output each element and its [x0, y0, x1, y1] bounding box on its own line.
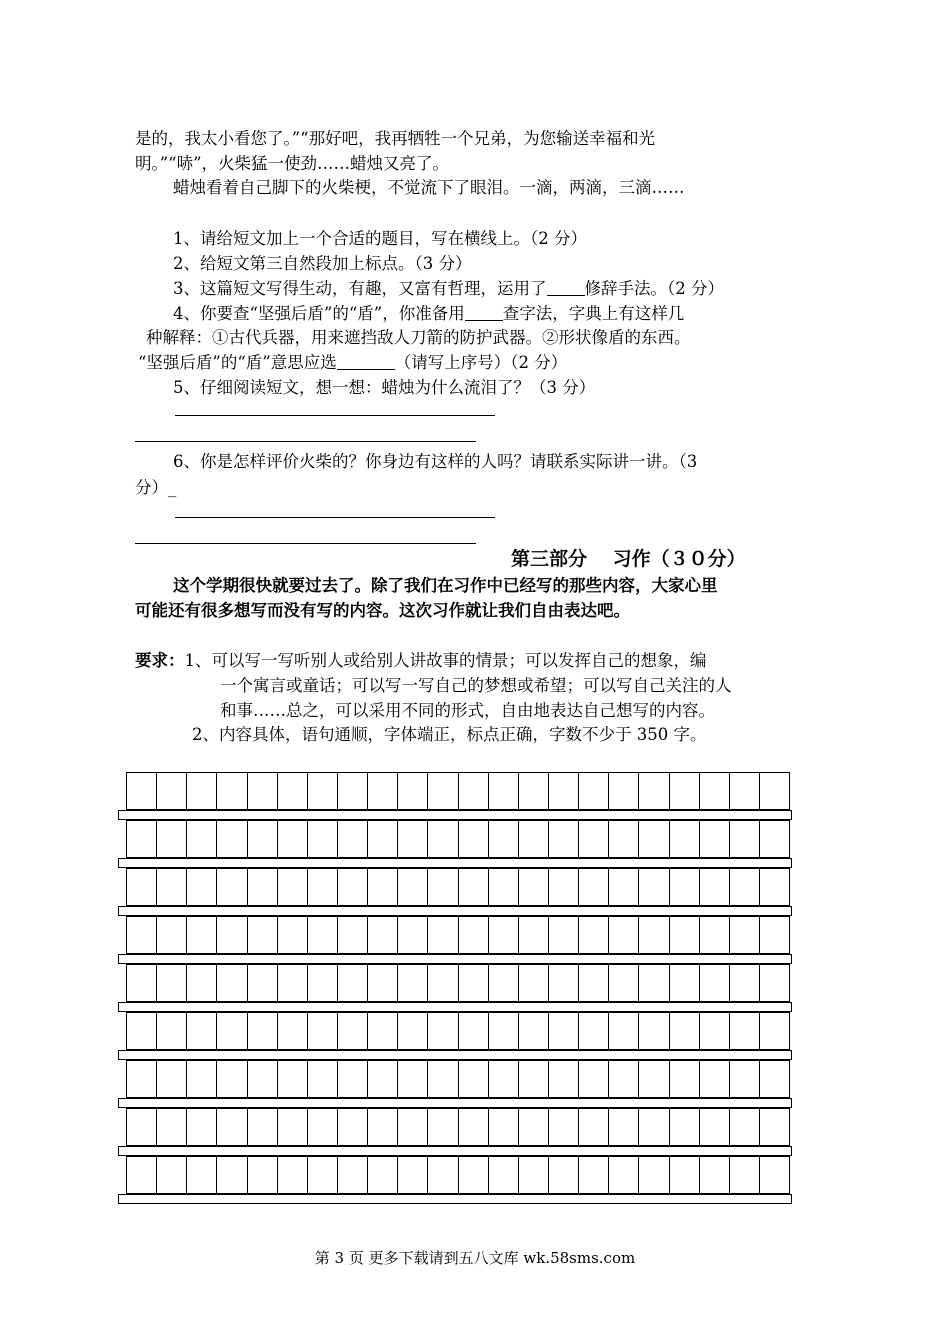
- grid-cell[interactable]: [157, 1013, 187, 1049]
- grid-cell[interactable]: [459, 917, 489, 953]
- writing-grid[interactable]: [118, 772, 792, 1204]
- grid-cell[interactable]: [700, 1157, 730, 1193]
- passage-p1-line2: 明。”“哧”，火柴猛一使劲……蜡烛又亮了。: [135, 154, 450, 173]
- grid-cell[interactable]: [398, 1157, 428, 1193]
- grid-cell[interactable]: [639, 1157, 669, 1193]
- requirement-1-line3: 和事……总之，可以采用不同的形式，自由地表达自己想写的内容。: [220, 701, 715, 720]
- grid-row[interactable]: [126, 868, 790, 906]
- section-3-title: 第三部分 习作（３０分）: [511, 548, 746, 570]
- question-5: 5、仔细阅读短文，想一想：蜡烛为什么流泪了？（3 分）: [173, 378, 596, 397]
- grid-row[interactable]: [126, 1012, 790, 1050]
- grid-cell[interactable]: [609, 1061, 639, 1097]
- grid-cell[interactable]: [519, 1109, 549, 1145]
- grid-row-separator: [118, 906, 792, 916]
- grid-cell[interactable]: [549, 1061, 579, 1097]
- grid-row[interactable]: [126, 820, 790, 858]
- grid-cell[interactable]: [398, 1013, 428, 1049]
- grid-cell[interactable]: [730, 869, 760, 905]
- grid-cell[interactable]: [428, 1157, 458, 1193]
- grid-row-separator: [118, 1050, 792, 1060]
- grid-cell[interactable]: [609, 965, 639, 1001]
- requirement-1-line2: 一个寓言或童话；可以写一写自己的梦想或希望；可以写自己关注的人: [220, 676, 732, 695]
- grid-cell[interactable]: [489, 1013, 519, 1049]
- grid-cell[interactable]: [549, 917, 579, 953]
- grid-cell[interactable]: [278, 773, 308, 809]
- grid-cell[interactable]: [428, 773, 458, 809]
- grid-cell[interactable]: [760, 917, 789, 953]
- grid-cell[interactable]: [459, 1061, 489, 1097]
- grid-cell[interactable]: [730, 1013, 760, 1049]
- grid-cell[interactable]: [157, 965, 187, 1001]
- grid-cell[interactable]: [428, 917, 458, 953]
- question-4-text-c: “坚强后盾”的“盾”意思应选: [138, 353, 337, 372]
- requirement-1-text: 1、可以写一写听别人或给别人讲故事的情景；可以发挥自己的想象，编: [184, 651, 707, 670]
- grid-cell[interactable]: [187, 869, 217, 905]
- grid-cell[interactable]: [157, 773, 187, 809]
- grid-cell[interactable]: [519, 773, 549, 809]
- grid-cell[interactable]: [760, 965, 789, 1001]
- grid-row-separator: [118, 1098, 792, 1108]
- question-4-text-a: 4、你要查“坚强后盾”的“盾”，你准备用: [173, 304, 465, 323]
- grid-cell[interactable]: [489, 917, 519, 953]
- grid-cell[interactable]: [217, 1013, 247, 1049]
- grid-row[interactable]: [126, 1156, 790, 1194]
- grid-cell[interactable]: [308, 917, 338, 953]
- grid-cell[interactable]: [670, 821, 700, 857]
- grid-cell[interactable]: [700, 917, 730, 953]
- requirements-label: 要求：: [135, 651, 185, 670]
- question-6-line1: 6、你是怎样评价火柴的？你身边有这样的人吗？请联系实际讲一讲。（3: [173, 452, 698, 471]
- grid-cell[interactable]: [670, 965, 700, 1001]
- grid-cell[interactable]: [730, 1109, 760, 1145]
- question-4-text-b: 查字法，字典上有这样几: [502, 304, 685, 323]
- grid-cell[interactable]: [398, 965, 428, 1001]
- grid-row-separator: [118, 1146, 792, 1156]
- grid-cell[interactable]: [308, 869, 338, 905]
- grid-cell[interactable]: [519, 1013, 549, 1049]
- grid-cell[interactable]: [338, 1013, 368, 1049]
- grid-cell[interactable]: [489, 1061, 519, 1097]
- grid-cell[interactable]: [187, 1013, 217, 1049]
- grid-cell[interactable]: [549, 965, 579, 1001]
- grid-cell[interactable]: [579, 917, 609, 953]
- grid-cell[interactable]: [338, 773, 368, 809]
- grid-cell[interactable]: [519, 1061, 549, 1097]
- grid-cell[interactable]: [368, 773, 398, 809]
- grid-cell[interactable]: [579, 773, 609, 809]
- grid-cell[interactable]: [157, 1061, 187, 1097]
- grid-cell[interactable]: [308, 1061, 338, 1097]
- grid-cell[interactable]: [519, 1157, 549, 1193]
- grid-cell[interactable]: [579, 1013, 609, 1049]
- grid-cell[interactable]: [338, 1109, 368, 1145]
- grid-cell[interactable]: [549, 821, 579, 857]
- grid-cell[interactable]: [368, 1109, 398, 1145]
- grid-cell[interactable]: [157, 821, 187, 857]
- question-4-line2: 种解释：①古代兵器，用来遮挡敌人刀箭的防护武器。②形状像盾的东西。: [146, 328, 691, 347]
- section-3-intro-line1: 这个学期很快就要过去了。除了我们在习作中已经写的那些内容，大家心里: [173, 576, 718, 595]
- grid-cell[interactable]: [278, 1157, 308, 1193]
- grid-cell[interactable]: [338, 917, 368, 953]
- question-4-line3: [138, 352, 567, 374]
- grid-cell[interactable]: [579, 821, 609, 857]
- grid-cell[interactable]: [639, 1061, 669, 1097]
- grid-cell[interactable]: [609, 1109, 639, 1145]
- grid-cell[interactable]: [489, 821, 519, 857]
- grid-cell[interactable]: [428, 869, 458, 905]
- grid-cell[interactable]: [308, 773, 338, 809]
- grid-cell[interactable]: [127, 917, 157, 953]
- grid-cell[interactable]: [428, 1109, 458, 1145]
- grid-cell[interactable]: [308, 1109, 338, 1145]
- grid-cell[interactable]: [549, 1157, 579, 1193]
- grid-cell[interactable]: [519, 821, 549, 857]
- grid-cell[interactable]: [127, 1061, 157, 1097]
- grid-cell[interactable]: [700, 869, 730, 905]
- grid-cell[interactable]: [428, 821, 458, 857]
- section-3-intro-line2: 可能还有很多想写而没有写的内容。这次习作就让我们自由表达吧。: [135, 601, 630, 620]
- grid-cell[interactable]: [428, 1061, 458, 1097]
- grid-cell[interactable]: [579, 965, 609, 1001]
- grid-cell[interactable]: [398, 869, 428, 905]
- grid-row-separator: [118, 954, 792, 964]
- grid-cell[interactable]: [760, 1157, 789, 1193]
- grid-cell[interactable]: [217, 1157, 247, 1193]
- grid-cell[interactable]: [730, 821, 760, 857]
- grid-cell[interactable]: [549, 773, 579, 809]
- grid-cell[interactable]: [730, 917, 760, 953]
- grid-cell[interactable]: [248, 965, 278, 1001]
- grid-cell[interactable]: [670, 773, 700, 809]
- grid-cell[interactable]: [609, 869, 639, 905]
- grid-cell[interactable]: [368, 917, 398, 953]
- grid-cell[interactable]: [398, 917, 428, 953]
- grid-cell[interactable]: [278, 821, 308, 857]
- grid-cell[interactable]: [760, 869, 789, 905]
- grid-cell[interactable]: [278, 917, 308, 953]
- grid-cell[interactable]: [670, 1013, 700, 1049]
- question-5-answer-line-2[interactable]: [135, 441, 476, 442]
- grid-cell[interactable]: [489, 965, 519, 1001]
- question-3-text-a: 3、这篇短文写得生动，有趣，又富有哲理，运用了: [173, 279, 547, 298]
- grid-row[interactable]: [126, 772, 790, 810]
- grid-cell[interactable]: [127, 1157, 157, 1193]
- grid-cell[interactable]: [368, 869, 398, 905]
- grid-cell[interactable]: [579, 1061, 609, 1097]
- grid-cell[interactable]: [760, 1013, 789, 1049]
- grid-cell[interactable]: [187, 821, 217, 857]
- grid-cell[interactable]: [760, 821, 789, 857]
- grid-cell[interactable]: [398, 821, 428, 857]
- grid-cell[interactable]: [278, 1013, 308, 1049]
- grid-cell[interactable]: [639, 965, 669, 1001]
- question-2: 2、给短文第三自然段加上标点。（3 分）: [173, 254, 472, 273]
- question-4-method-blank[interactable]: [465, 304, 503, 321]
- question-3-answer-blank[interactable]: [547, 279, 585, 296]
- grid-cell[interactable]: [338, 821, 368, 857]
- grid-cell[interactable]: [519, 965, 549, 1001]
- grid-row-separator: [118, 1194, 792, 1204]
- grid-cell[interactable]: [308, 821, 338, 857]
- grid-cell[interactable]: [670, 1109, 700, 1145]
- grid-cell[interactable]: [157, 1157, 187, 1193]
- grid-cell[interactable]: [398, 1061, 428, 1097]
- grid-row[interactable]: [126, 964, 790, 1002]
- grid-cell[interactable]: [459, 869, 489, 905]
- grid-cell[interactable]: [338, 1157, 368, 1193]
- grid-cell[interactable]: [459, 965, 489, 1001]
- grid-cell[interactable]: [248, 773, 278, 809]
- grid-cell[interactable]: [579, 869, 609, 905]
- question-1: 1、请给短文加上一个合适的题目，写在横线上。（2 分）: [173, 229, 587, 248]
- question-4-text-d: （请写上序号）（2 分）: [394, 353, 568, 372]
- question-6-line2: 分）_: [135, 478, 177, 497]
- grid-cell[interactable]: [700, 773, 730, 809]
- grid-cell[interactable]: [127, 869, 157, 905]
- question-6-answer-line-1[interactable]: [175, 517, 495, 518]
- question-4-line1: [173, 303, 684, 325]
- grid-cell[interactable]: [489, 773, 519, 809]
- question-3: [173, 278, 724, 300]
- grid-cell[interactable]: [398, 1109, 428, 1145]
- grid-row[interactable]: [126, 1060, 790, 1098]
- grid-row-separator: [118, 1002, 792, 1012]
- grid-cell[interactable]: [670, 917, 700, 953]
- grid-cell[interactable]: [368, 1013, 398, 1049]
- grid-cell[interactable]: [248, 1061, 278, 1097]
- grid-cell[interactable]: [700, 1061, 730, 1097]
- grid-cell[interactable]: [248, 1013, 278, 1049]
- grid-cell[interactable]: [730, 1157, 760, 1193]
- grid-cell[interactable]: [459, 1157, 489, 1193]
- passage-p2: 蜡烛看着自己脚下的火柴梗，不觉流下了眼泪。一滴，两滴，三滴……: [173, 178, 685, 197]
- grid-row-separator: [118, 810, 792, 820]
- grid-cell[interactable]: [609, 821, 639, 857]
- grid-cell[interactable]: [338, 965, 368, 1001]
- grid-cell[interactable]: [157, 1109, 187, 1145]
- grid-cell[interactable]: [398, 773, 428, 809]
- grid-cell[interactable]: [700, 1013, 730, 1049]
- passage-p1-line1: 是的，我太小看您了。”“那好吧，我再牺牲一个兄弟，为您输送幸福和光: [135, 129, 656, 148]
- grid-cell[interactable]: [187, 917, 217, 953]
- grid-cell[interactable]: [639, 917, 669, 953]
- grid-cell[interactable]: [519, 917, 549, 953]
- requirement-1-line1: [135, 650, 707, 672]
- grid-cell[interactable]: [609, 917, 639, 953]
- grid-cell[interactable]: [459, 773, 489, 809]
- grid-cell[interactable]: [127, 1013, 157, 1049]
- grid-cell[interactable]: [278, 965, 308, 1001]
- grid-cell[interactable]: [760, 1109, 789, 1145]
- grid-cell[interactable]: [338, 1061, 368, 1097]
- grid-cell[interactable]: [670, 1061, 700, 1097]
- grid-cell[interactable]: [248, 869, 278, 905]
- grid-cell[interactable]: [549, 1013, 579, 1049]
- grid-cell[interactable]: [157, 917, 187, 953]
- grid-cell[interactable]: [157, 869, 187, 905]
- grid-cell[interactable]: [639, 1013, 669, 1049]
- grid-cell[interactable]: [670, 869, 700, 905]
- grid-cell[interactable]: [700, 1109, 730, 1145]
- grid-cell[interactable]: [187, 965, 217, 1001]
- grid-cell[interactable]: [459, 1013, 489, 1049]
- grid-cell[interactable]: [338, 869, 368, 905]
- grid-cell[interactable]: [187, 1157, 217, 1193]
- grid-cell[interactable]: [549, 869, 579, 905]
- grid-cell[interactable]: [308, 1157, 338, 1193]
- grid-cell[interactable]: [730, 965, 760, 1001]
- grid-cell[interactable]: [368, 1157, 398, 1193]
- grid-cell[interactable]: [609, 773, 639, 809]
- question-5-answer-line-1[interactable]: [175, 415, 495, 416]
- grid-cell[interactable]: [278, 1061, 308, 1097]
- grid-cell[interactable]: [187, 1061, 217, 1097]
- grid-cell[interactable]: [217, 1061, 247, 1097]
- grid-cell[interactable]: [248, 1109, 278, 1145]
- question-3-text-b: 修辞手法。（2 分）: [584, 279, 724, 298]
- grid-cell[interactable]: [639, 821, 669, 857]
- grid-cell[interactable]: [459, 821, 489, 857]
- grid-cell[interactable]: [187, 773, 217, 809]
- grid-cell[interactable]: [519, 869, 549, 905]
- grid-cell[interactable]: [368, 965, 398, 1001]
- grid-cell[interactable]: [489, 1109, 519, 1145]
- grid-cell[interactable]: [579, 1157, 609, 1193]
- grid-cell[interactable]: [308, 965, 338, 1001]
- grid-cell[interactable]: [489, 1157, 519, 1193]
- grid-cell[interactable]: [579, 1109, 609, 1145]
- grid-row[interactable]: [126, 1108, 790, 1146]
- grid-cell[interactable]: [368, 821, 398, 857]
- grid-cell[interactable]: [760, 1061, 789, 1097]
- grid-cell[interactable]: [127, 1109, 157, 1145]
- grid-cell[interactable]: [248, 821, 278, 857]
- grid-cell[interactable]: [670, 1157, 700, 1193]
- grid-cell[interactable]: [639, 1109, 669, 1145]
- grid-cell[interactable]: [217, 869, 247, 905]
- grid-cell[interactable]: [248, 1157, 278, 1193]
- grid-cell[interactable]: [217, 965, 247, 1001]
- grid-cell[interactable]: [278, 1109, 308, 1145]
- grid-cell[interactable]: [639, 869, 669, 905]
- grid-cell[interactable]: [760, 773, 789, 809]
- grid-cell[interactable]: [248, 917, 278, 953]
- grid-cell[interactable]: [217, 773, 247, 809]
- grid-cell[interactable]: [217, 1109, 247, 1145]
- grid-cell[interactable]: [549, 1109, 579, 1145]
- grid-cell[interactable]: [127, 773, 157, 809]
- grid-cell[interactable]: [217, 917, 247, 953]
- grid-cell[interactable]: [730, 1061, 760, 1097]
- grid-row-separator: [118, 858, 792, 868]
- requirement-2: 2、内容具体，语句通顺，字体端正，标点正确，字数不少于 350 字。: [192, 725, 707, 744]
- grid-cell[interactable]: [187, 1109, 217, 1145]
- grid-cell[interactable]: [700, 821, 730, 857]
- grid-cell[interactable]: [459, 1109, 489, 1145]
- grid-cell[interactable]: [639, 773, 669, 809]
- grid-cell[interactable]: [278, 869, 308, 905]
- grid-cell[interactable]: [217, 821, 247, 857]
- grid-cell[interactable]: [489, 869, 519, 905]
- question-6-answer-line-2[interactable]: [135, 543, 476, 544]
- grid-row[interactable]: [126, 916, 790, 954]
- grid-cell[interactable]: [127, 965, 157, 1001]
- page-footer: 第 3 页 更多下载请到五八文库 wk.58sms.com: [314, 1249, 636, 1267]
- grid-cell[interactable]: [428, 1013, 458, 1049]
- grid-cell[interactable]: [428, 965, 458, 1001]
- grid-cell[interactable]: [730, 773, 760, 809]
- grid-cell[interactable]: [609, 1013, 639, 1049]
- grid-cell[interactable]: [308, 1013, 338, 1049]
- grid-cell[interactable]: [609, 1157, 639, 1193]
- grid-cell[interactable]: [127, 821, 157, 857]
- grid-cell[interactable]: [700, 965, 730, 1001]
- question-4-choice-blank[interactable]: [337, 353, 395, 370]
- grid-cell[interactable]: [368, 1061, 398, 1097]
